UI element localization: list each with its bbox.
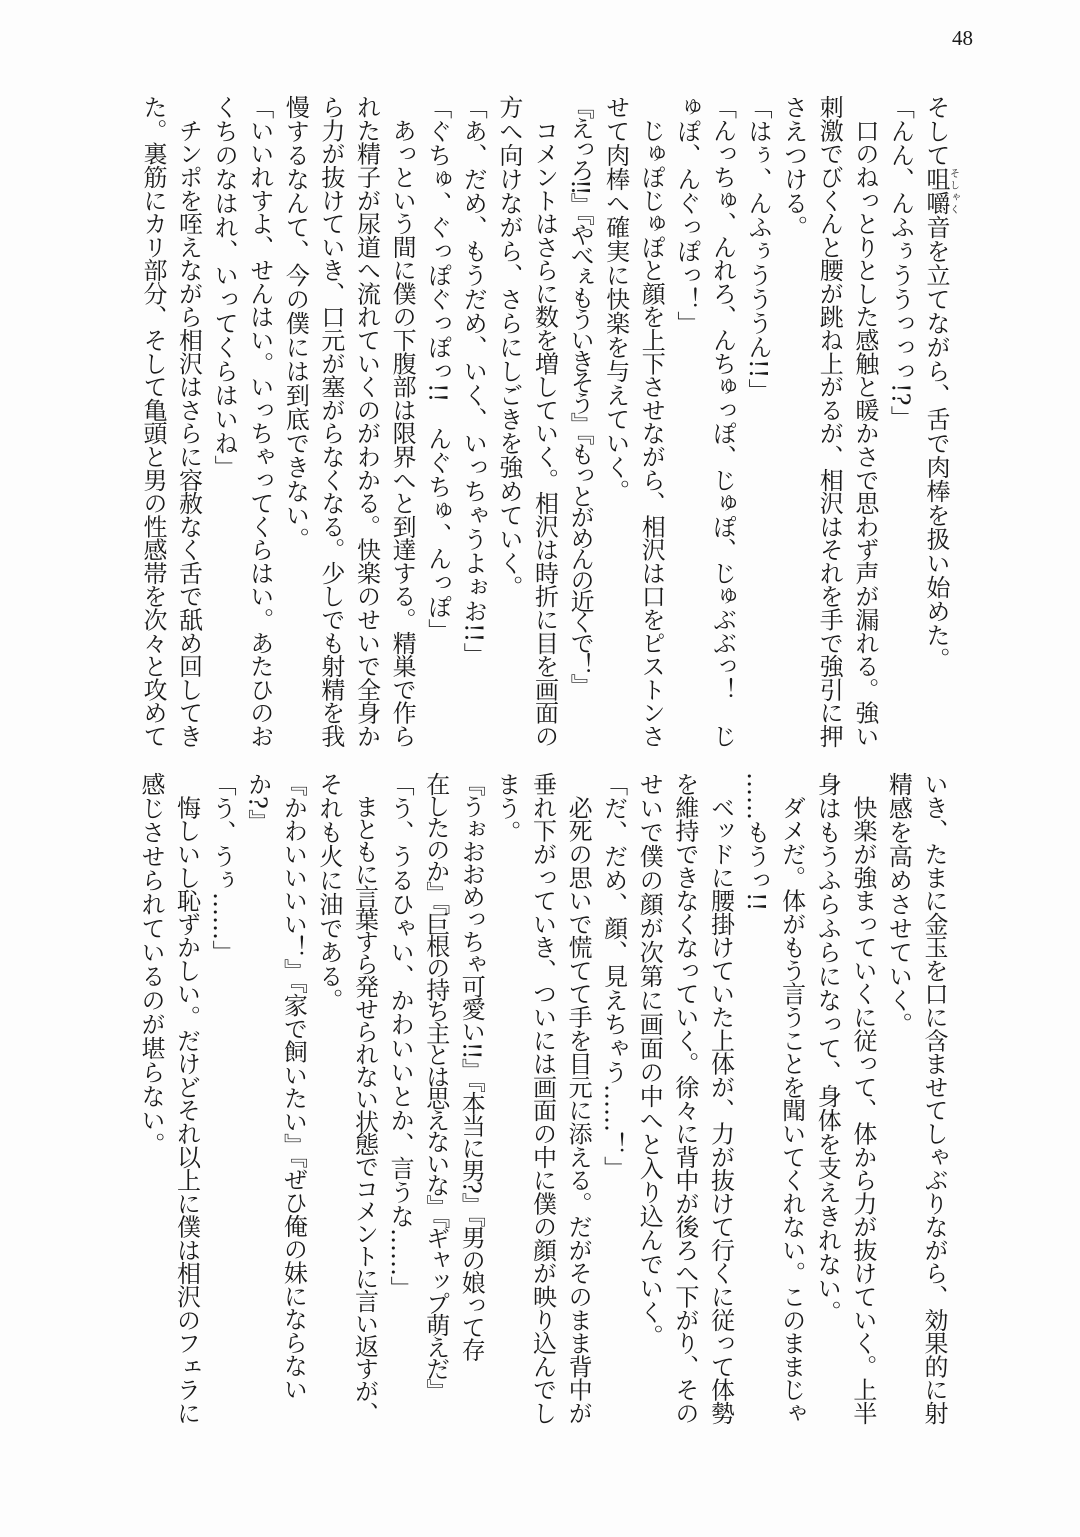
text-line: くちのなはれ、いってくらはいね」: [210, 95, 239, 479]
text-line: 「いいれすよ、せんはい。いっちゃってくらはい。あたひのお: [245, 95, 274, 748]
text-line: か?』: [243, 772, 272, 833]
text-line: 刺激でびくんと腰が跳ね上がるが、相沢はそれを手で強引に押: [815, 95, 844, 748]
text-line: 慢するなんて、今の僕には到底できない。: [281, 95, 310, 551]
text-line: 「あ、だめ、もうだめ、いく、いっちゃうよぉお!!」: [459, 95, 488, 667]
text-line: 「う、うぅ……」: [208, 772, 237, 964]
text-line: それも火に油である。: [314, 772, 343, 1012]
text-line: じゅぽじゅぽと顔を上下させながら、相沢は口をピストンさ: [637, 95, 666, 748]
text-line: 必死の思いで慌てて手を目元に添える。だがそのまま背中が: [564, 772, 593, 1425]
text-line: まう。: [492, 772, 521, 844]
text-line: 「う、うるひゃい、かわいいとか、言うな……」: [386, 772, 415, 1300]
text-line: チンポを咥えながら相沢はさらに容赦なく舌で舐め回してき: [174, 95, 203, 748]
text-line: ゅぽ、んぐっぽっ！」: [672, 95, 701, 335]
text-line: 感じさせられているのが堪らない。: [136, 772, 165, 1156]
text-line: [917, 95, 958, 755]
text-line: 身はもうふらふらになって、身体を支えきれない。: [813, 772, 842, 1324]
text-line: 方へ向けながら、さらにしごきを強めていく。: [494, 95, 523, 599]
ruby-base: 咀嚼: [922, 167, 950, 215]
bottom-text-block: [132, 772, 951, 1432]
text-segment: 音を立てながら、舌で肉棒を扱い始めた。: [922, 215, 950, 671]
text-line: ……もうっ!!: [742, 772, 771, 912]
text-line: 「はぅ、んふぅうううん!!」: [744, 95, 773, 403]
text-line: さえつける。: [779, 95, 808, 239]
text-line: まともに言葉すら発せられない状態でコメントに言い返すが、: [350, 772, 379, 1424]
text-line: 口のねっとりとした感触と暖かさで思わず声が漏れる。強い: [850, 95, 879, 748]
text-line: ダメだ。体がもう言うことを聞いてくれない。このままじゃ: [777, 772, 806, 1425]
text-line: を維持できなくなっていく。徐々に背中が後ろへ下がり、その: [670, 772, 699, 1425]
text-line: 「んっちゅ、んれろ、んちゅっぽ、じゅぽ、じゅぶぶっ！ じ: [708, 95, 737, 748]
text-line: あっという間に僕の下腹部は限界へと到達する。精巣で作ら: [388, 95, 417, 748]
text-line: ら力が抜けていき、口元が塞がらなくなる。少しでも射精を我: [316, 95, 345, 748]
text-line: 「ぐちゅ、ぐっぽぐっぽっ!! んぐちゅ、んっぽ」: [423, 95, 452, 643]
ruby-reading: そしゃく: [947, 167, 959, 215]
text-line: 在したのか』『巨根の持ち主とは思えないな』『ギャップ萌えだ』: [421, 772, 450, 1400]
text-line: 悔しいし恥ずかしい。だけどそれ以上に僕は相沢のフェラに: [172, 772, 201, 1425]
text-line: 「だ、だめ、顔、見えちゃう……！」: [599, 772, 628, 1180]
text-line: た。裏筋にカリ部分、そして亀頭と男の性感帯を次々と攻めて: [138, 95, 167, 748]
text-line: れた精子が尿道へ流れていくのがわかる。快楽のせいで全身か: [352, 95, 381, 748]
text-line: 精感を高めさせていく。: [884, 772, 913, 1036]
ruby-word: [922, 167, 959, 215]
text-line: コメントはさらに数を増していく。相沢は時折に目を画面の: [530, 95, 559, 748]
text-line: 垂れ下がっていき、ついには画面の中に僕の顔が映り込んでし: [528, 772, 557, 1425]
text-line: 快楽が強まっていくに従って、体から力が抜けていく。上半: [848, 772, 877, 1425]
text-line: いき、たまに金玉を口に含ませてしゃぶりながら、効果的に射: [920, 772, 948, 1425]
text-line: 『かわいいいい！』『家で飼いたい』『ぜひ俺の妹にならない: [279, 772, 308, 1401]
page-number: 48: [952, 26, 973, 50]
text-line: せいで僕の顔が次第に画面の中へと入り込んでいく。: [635, 772, 664, 1348]
text-line: せて肉棒へ確実に快楽を与えていく。: [601, 95, 630, 503]
text-segment: そして: [922, 95, 950, 167]
top-text-block: [134, 95, 958, 755]
text-line: 『えっろ!!』『やべぇもういきそう』『もっとがめんの近くで！』: [566, 95, 595, 695]
text-line: 『うぉおおめっちゃ可愛い!!』『本当に男?』『男の娘って存: [457, 772, 486, 1361]
text-line: ベッドに腰掛けていた上体が、力が抜けて行くに従って体勢: [706, 772, 735, 1425]
text-line: 「んん、んふぅううっっっ!?」: [886, 95, 915, 430]
